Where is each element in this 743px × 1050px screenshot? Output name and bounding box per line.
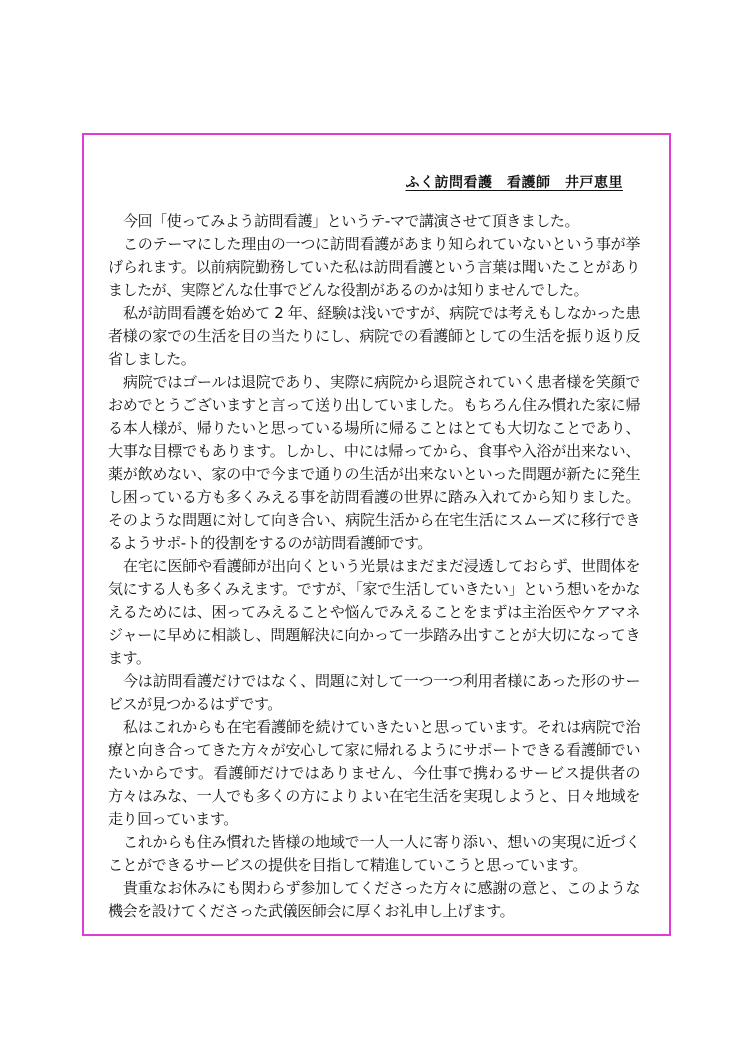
paragraph: 在宅に医師や看護師が出向くという光景はまだまだ浸透しておらず、世間体を気にする人も多くみえます。ですが、「家で生活していきたい」という想いをかなえるためには、困ってみえることや悩んでみえることをまずは主治医やケアマネジャーに早めに相談し、問題解決に向かって一歩踏み出すことが大切になってきます。 xyxy=(108,557,640,667)
paragraph: これからも住み慣れた皆様の地域で一人一人に寄り添い、想いの実現に近づくことができるサービスの提供を目指して精進していこうと思っています。 xyxy=(108,833,640,874)
paragraph: このテーマにした理由の一つに訪問看護があまり知られていないという事が挙げられます。以前病院勤務していた私は訪問看護という言葉は聞いたことがありましたが、実際どんな仕事でどんな役割があるのかは知りませんでした。 xyxy=(108,235,640,299)
article-body xyxy=(108,210,640,923)
paragraph: 貴重なお休みにも関わらず参加してくださった方々に感謝の意と、このような機会を設けてくださった武儀医師会に厚くお礼申し上げます。 xyxy=(108,879,640,920)
author-line: ふく訪問看護 看護師 井戸恵里 xyxy=(405,175,623,191)
paragraph: 病院ではゴールは退院であり、実際に病院から退院されていく患者様を笑顔でおめでとうございますと言って送り出していました。もちろん住み慣れた家に帰る本人様が、帰りたいと思っている場所に帰ることはとても大切なことであり、大事な目標でもあります。しかし、中には帰ってから、食事や入浴が出来ない、薬が飲めない、家の中で今まで通りの生活が出来ないといった問題が新たに発生し困っている方も多くみえる事を訪問看護の世界に踏み入れてから知りました。そのような問題に対して向き合い、病院生活から在宅生活にスムーズに移行できるようサポ-ト的役割をするのが訪問看護師です。 xyxy=(108,373,640,552)
paragraph: 今は訪問看護だけではなく、問題に対して一つ一つ利用者様にあった形のサービスが見つかるはずです。 xyxy=(108,672,640,713)
paragraph: 私が訪問看護を始めて 2 年、経験は浅いですが、病院では考えもしなかった患者様の家での生活を目の当たりにし、病院での看護師としての生活を振り返り反省しました。 xyxy=(108,304,640,368)
paragraph: 今回「使ってみよう訪問看護」というテ-マで講演させて頂きました。 xyxy=(123,212,580,230)
paragraph: 私はこれからも在宅看護師を続けていきたいと思っています。それは病院で治療と向き合ってきた方々が安心して家に帰れるようにサポートできる看護師でいたいからです。看護師だけではありません、今仕事で携わるサービス提供者の方々はみな、一人でも多くの方によりよい在宅生活を実現しようと、日々地域を走り回っています。 xyxy=(108,718,640,828)
